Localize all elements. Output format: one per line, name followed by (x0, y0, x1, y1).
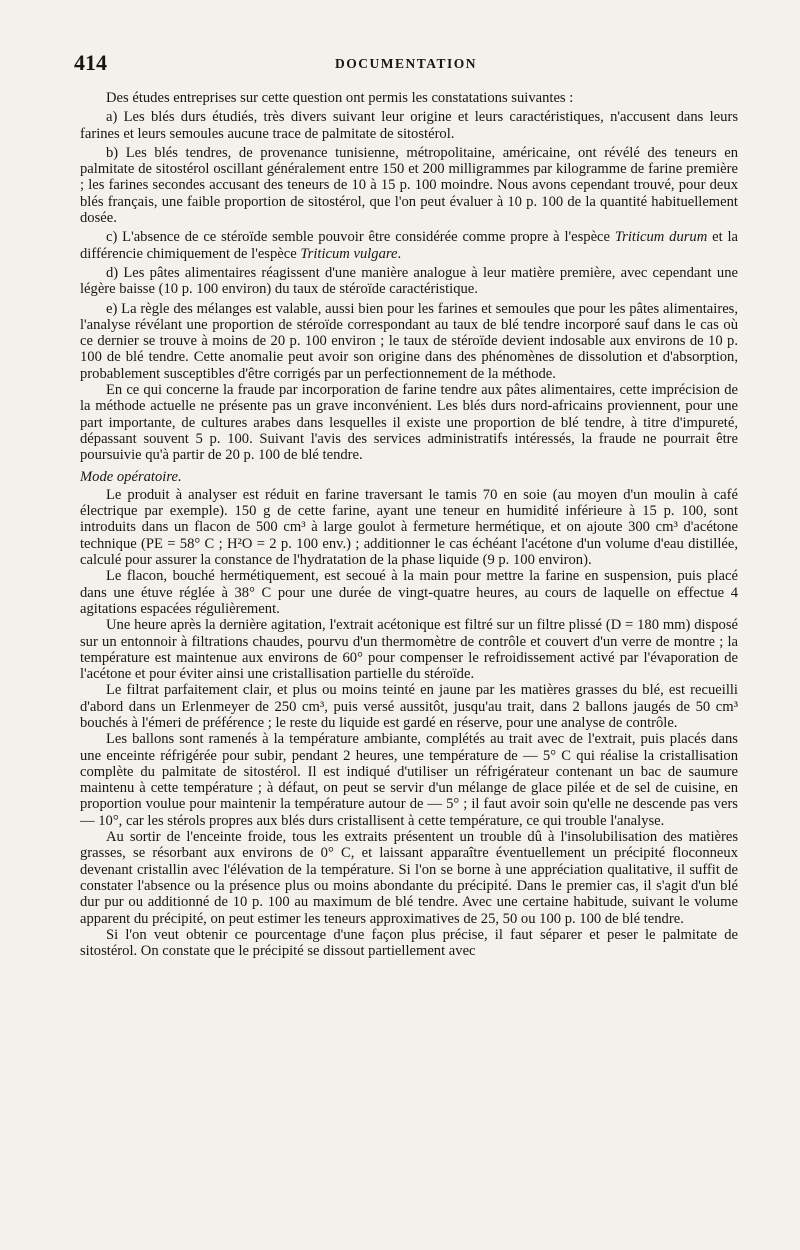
paragraph: Des études entreprises sur cette question ont permis les constatations suivantes : (106, 90, 574, 106)
list-item: e) La règle des mélanges est valable, aussi bien pour les farines et semoules que pour les pâtes alimentaires, l'analyse révélant une proportion de stéroïde correspondant au taux de blé tendre incorporé sauf dans le cas où ce dernier se trouve à moins de 20 p. 100 environ ; le taux de stéroïde devient indosable aux environs de 10 p. 100 de blé tendre. Cette anomalie peut avoir son origine dans des phénomènes de dissolution et d'absorption, probablement susceptibles d'être corrigés par un perfectionnement de la méthode. (80, 300, 738, 382)
paragraph: Une heure après la dernière agitation, l'extrait acétonique est filtré sur un filtre plissé (D = 180 mm) disposé sur un entonnoir à filtrations chaudes, pourvu d'un thermomètre de contrôle et couvert d'un verre de montre ; la température est maintenue aux environs de 60° pour compenser le refroidissement activé par l'évaporation de l'acétone et pour éviter ainsi une cristallisation partielle du stéroïde. (80, 617, 738, 683)
paragraph: Le flacon, bouché hermétiquement, est secoué à la main pour mettre la farine en suspension, puis placé dans une étuve réglée à 38° C pour une durée de vingt-quatre heures, au cours de laquelle on effectue 4 agitations espacées régulièrement. (80, 568, 738, 617)
list-item: d) Les pâtes alimentaires réagissent d'une manière analogue à leur matière première, avec cependant une légère baisse (10 p. 100 environ) du taux de stéroïde caractéristique. (80, 264, 738, 298)
species-name: Triticum vulgare (300, 245, 398, 262)
list-item: b) Les blés tendres, de provenance tunisienne, métropolitaine, américaine, ont révélé des teneurs en palmitate de sitostérol oscillant généralement entre 150 et 200 milligrammes par kilogramme de farine première ; les farines secondes accusant des teneurs de 10 à 15 p. 100 moindre. Nous avons cependant trouvé, pour deux blés français, une faible proportion de sitostérol, que l'on peut évaluer à 10 p. 100 de la quantité habituellement dosée. (80, 144, 738, 227)
paragraph: Les ballons sont ramenés à la température ambiante, complétés au trait avec de l'extrait, puis placés dans une enceinte réfrigérée pour subir, pendant 2 heures, une température de — 5° C qui réalise la cristallisation complète du palmitate de sitostérol. Il est indiqué d'utiliser un réfrigérateur contenant un bac de saumure maintenu à cette température ; à défaut, on peut se servir d'un mélange de glace pilée et de sel de cuisine, en proportion voulue pour maintenir la température autour de — 5° ; il faut avoir soin qu'elle ne descende pas vers — 10°, car les stérols propres aux blés durs cristallisent à cette température, ce qui trouble l'analyse. (80, 731, 738, 829)
section-heading: Mode opératoire. (80, 468, 182, 485)
list-item: a) Les blés durs étudiés, très divers suivant leur origine et leurs caractéristiques, n'accusent dans leurs farines et leurs semoules aucune trace de palmitate de sitostérol. (80, 109, 738, 142)
page-number: 414 (74, 50, 107, 75)
paragraph: Si l'on veut obtenir ce pourcentage d'une façon plus précise, il faut séparer et peser le palmitate de sitostérol. On constate que le précipité se dissout partiellement avec (80, 926, 738, 960)
item-text: et la différencie chimiquement de l'espèce (80, 229, 738, 262)
paragraph: Le produit à analyser est réduit en farine traversant le tamis 70 en soie (au moyen d'un moulin à café électrique par exemple). 150 g de cette farine, ayant une teneur en humidité inférieure à 15 p. 100, sont introduits dans un flacon de 500 cm³ à large goulot à fermeture hermétique, et on ajoute 300 cm³ d'acétone technique (PE = 58° C ; H²O = 2 p. 100 env.) ; additionner le cas échéant l'acétone d'un volume d'eau distillée, calculé pour assurer la constance de l'hydratation de la phase liquide (9 p. 100 environ). (80, 486, 738, 569)
item-text: c) L'absence de ce stéroïde semble pouvoir être considérée comme propre à l'espèce (106, 229, 615, 246)
paragraph: Au sortir de l'enceinte froide, tous les extraits présentent un trouble dû à l'insolubilisation des matières grasses, se résorbant aux environs de 0° C, et laissant apparaître éventuellement un précipité floconneux devenant cristallin avec l'élévation de la température. Si l'on se borne à une appréciation qualitative, il suffit de constater l'absence ou la présence plus ou moins abondante du précipité. Dans le premier cas, il s'agit d'un blé dur pur ou additionné de 10 p. 100 au maximum de blé tendre. Avec une certaine habitude, suivant le volume apparent du précipité, on peut estimer les teneurs approximatives de 25, 50 ou 100 p. 100 de blé tendre. (80, 829, 738, 927)
item-text: . (397, 245, 402, 262)
list-item (80, 229, 738, 262)
page-header (74, 50, 738, 74)
body-text (80, 90, 738, 959)
paragraph: Le filtrat parfaitement clair, et plus ou moins teinté en jaune par les matières grasses du blé, est recueilli d'abord dans un Erlenmeyer de 250 cm³, puis versé aussitôt, jusqu'au trait, dans 2 ballons jaugés de 50 cm³ bouchés à l'émeri de préférence ; le reste du liquide est gardé en réserve, pour une analyse de contrôle. (80, 682, 738, 731)
species-name: Triticum durum (614, 229, 708, 246)
running-title: DOCUMENTATION (334, 56, 477, 71)
paragraph: En ce qui concerne la fraude par incorporation de farine tendre aux pâtes alimentaires, cette imprécision de la méthode actuelle ne présente pas un grave inconvénient. Les blés durs nord-africains proviennent, pour une part importante, de cultures arabes dans lesquelles il existe une proportion de blé tendre, à titre d'impureté, dépassant souvent 5 p. 100. Suivant l'avis des services administratifs intéressés, la fraude ne pourrait être poursuivie qu'à partir de 20 p. 100 de blé tendre. (80, 382, 738, 464)
